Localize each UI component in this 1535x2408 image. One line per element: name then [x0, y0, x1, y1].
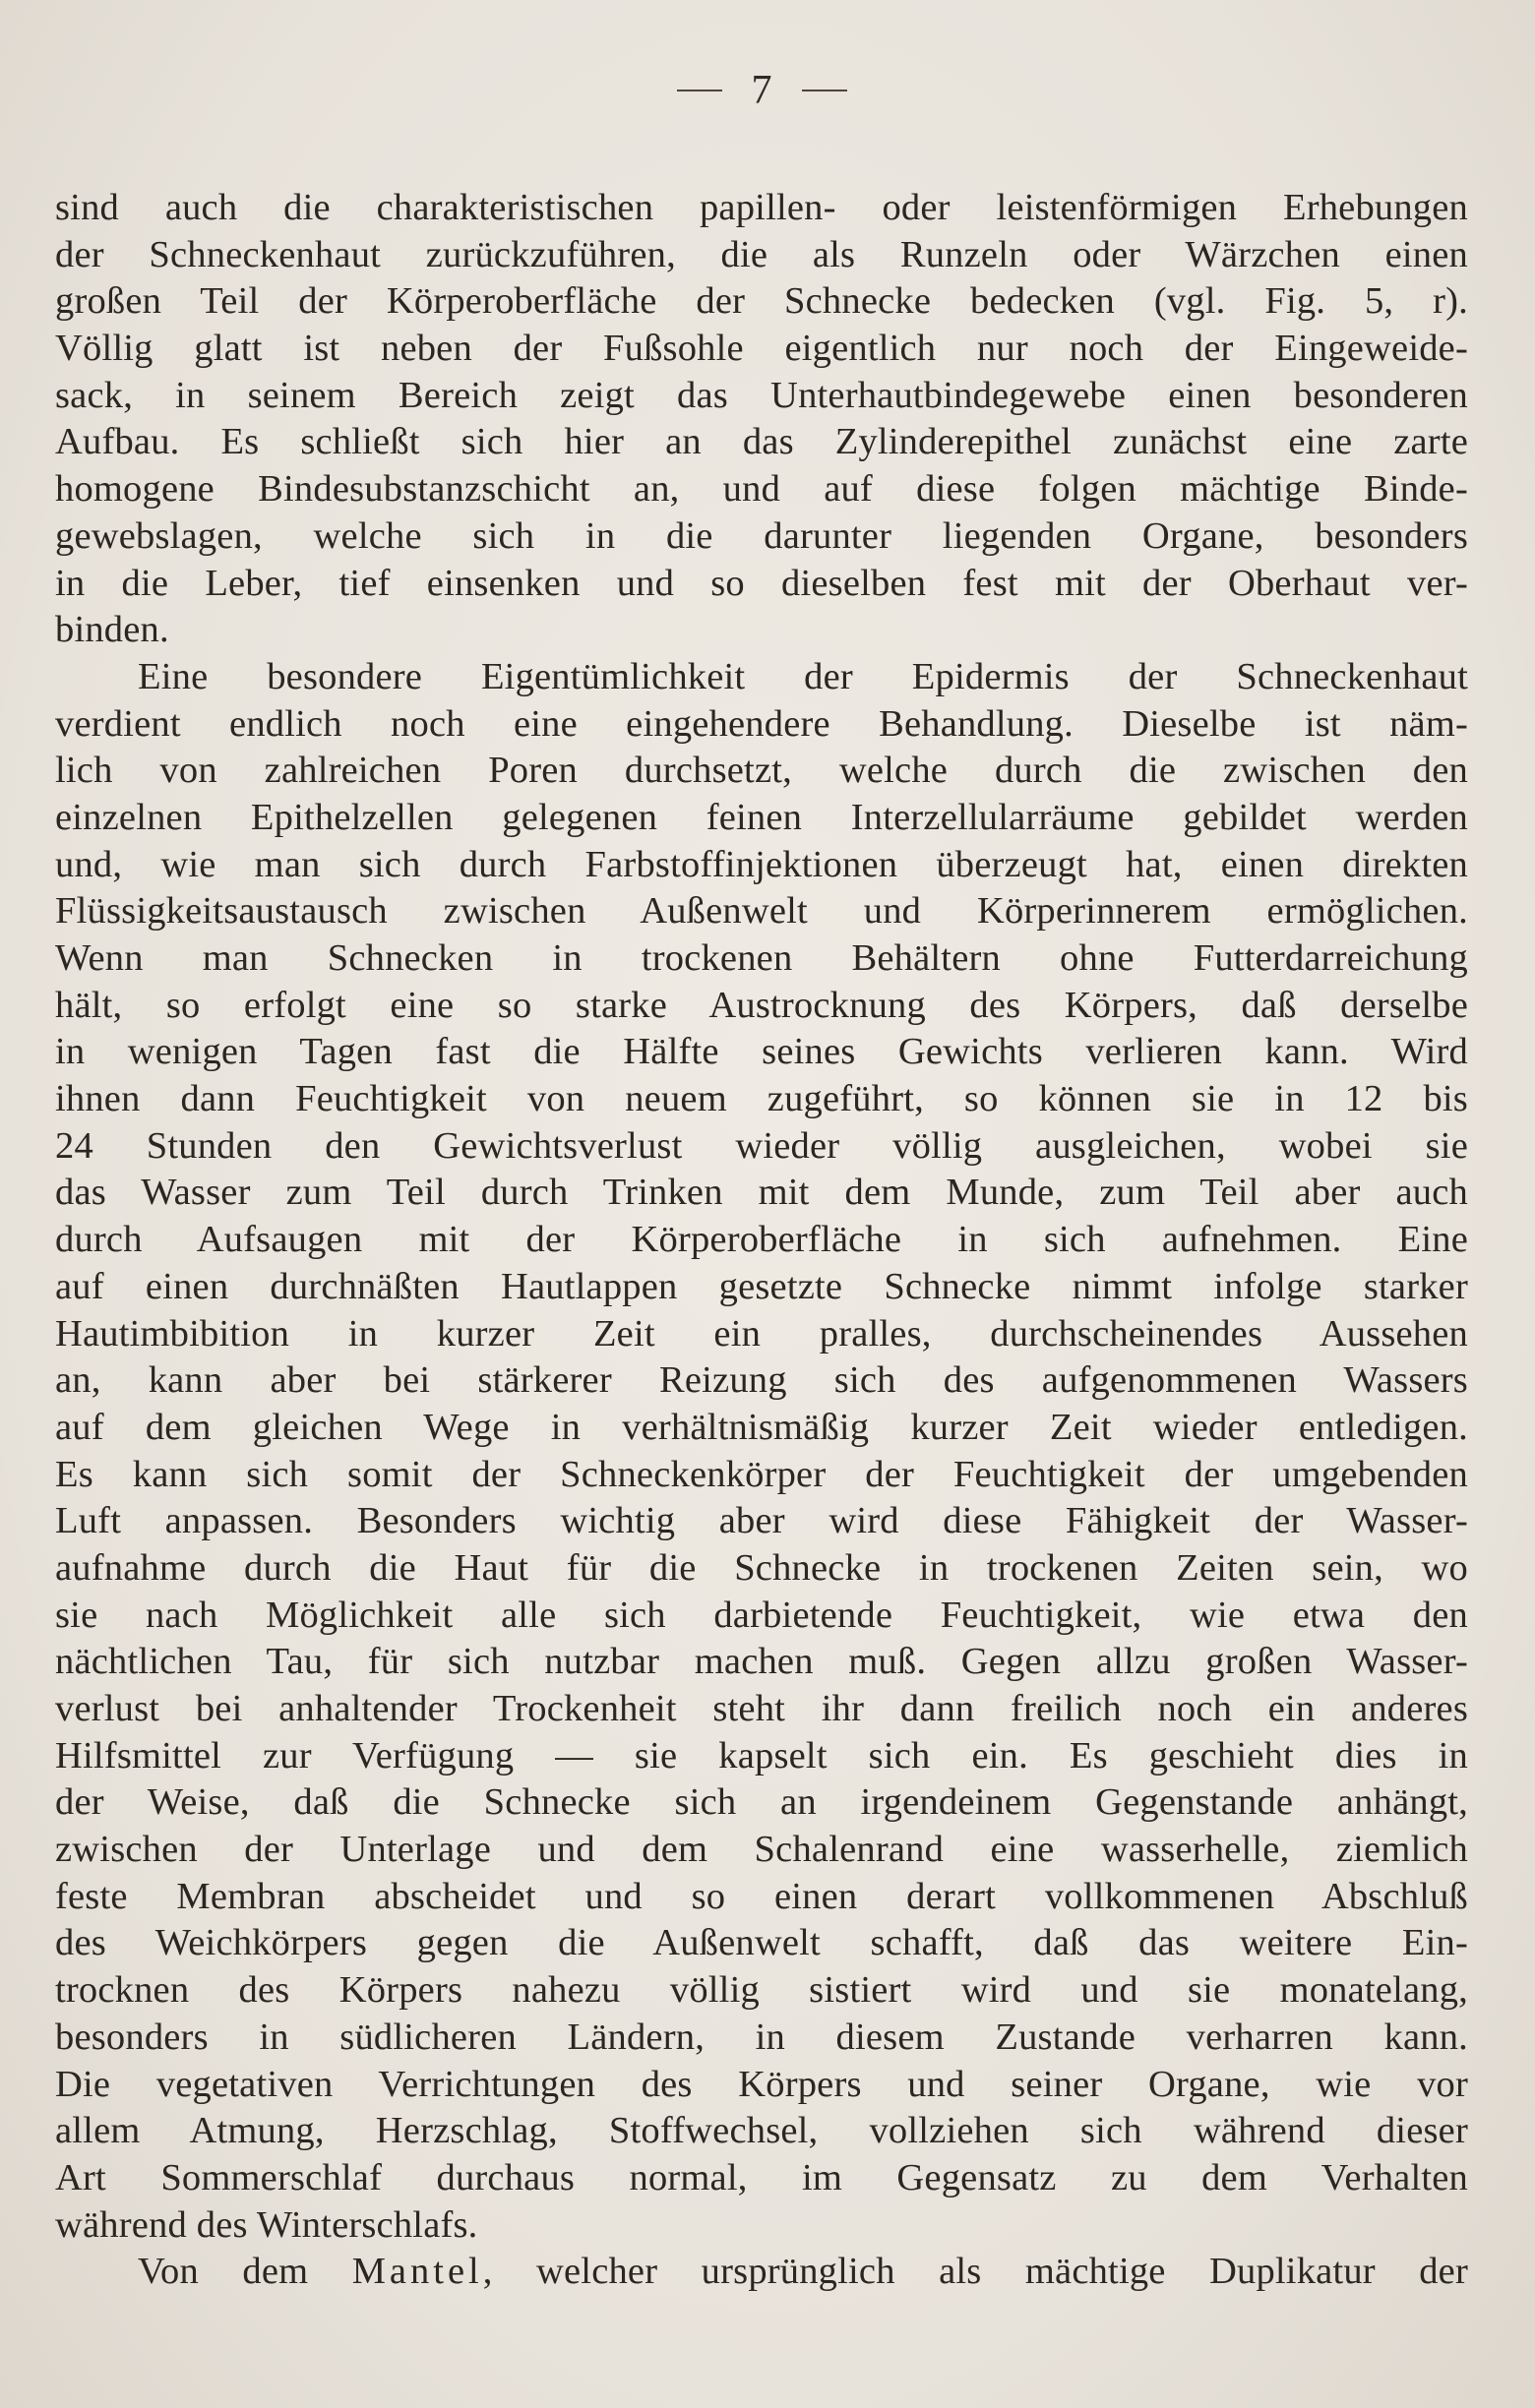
text-line: Eine besondere Eigentümlichkeit der Epidermis der Schneckenhaut	[138, 655, 1468, 697]
text-line: hält, so erfolgt eine so starke Austrocknung des Körpers, daß derselbe	[55, 984, 1468, 1026]
text-line: Es kann sich somit der Schneckenkörper der Feuchtigkeit der umgebenden	[55, 1453, 1468, 1495]
text-line: Hilfsmittel zur Verfügung — sie kapselt sich ein. Es geschieht dies in	[55, 1734, 1468, 1776]
text-line: in die Leber, tief einsenken und so dieselben fest mit der Oberhaut ver-	[55, 562, 1468, 604]
text-line: Luft anpassen. Besonders wichtig aber wird diese Fähigkeit der Wasser-	[55, 1500, 1468, 1542]
text-line: homogene Bindesubstanzschicht an, und auf diese folgen mächtige Binde-	[55, 468, 1468, 511]
text-line: Hautimbibition in kurzer Zeit ein pralles, durchscheinendes Aussehen	[55, 1312, 1468, 1354]
page-header	[55, 61, 1468, 120]
text-line: an, kann aber bei stärkerer Reizung sich des aufgenommenen Wassers	[55, 1359, 1468, 1402]
text-line: Art Sommerschlaf durchaus normal, im Gegensatz zu dem Verhalten	[55, 2156, 1468, 2198]
paragraphs	[55, 185, 1468, 2249]
text-line: binden.	[55, 609, 169, 651]
text-line: sie nach Möglichkeit alle sich darbietende Feuchtigkeit, wie etwa den	[55, 1594, 1468, 1636]
text-line: Die vegetativen Verrichtungen des Körpers und seiner Organe, wie vor	[55, 2063, 1468, 2105]
body-text	[55, 185, 1468, 2296]
text-line: verlust bei anhaltender Trockenheit steht ihr dann freilich noch ein anderes	[55, 1688, 1468, 1729]
text-line: Völlig glatt ist neben der Fußsohle eigentlich nur noch der Eingeweide-	[55, 328, 1468, 370]
text-line: Wenn man Schnecken in trockenen Behältern ohne Futterdarreichung	[55, 937, 1468, 979]
final-line-after: , welcher ursprünglich als mächtige Duplikatur der	[482, 2251, 1468, 2293]
text-line: während des Winterschlafs.	[55, 2203, 478, 2246]
text-line: Aufbau. Es schließt sich hier an das Zylinderepithel zunächst eine zarte	[55, 421, 1468, 463]
header-dash-right	[802, 90, 847, 91]
text-line: lich von zahlreichen Poren durchsetzt, welche durch die zwischen den	[55, 750, 1468, 792]
text-line: in wenigen Tagen fast die Hälfte seines Gewichts verlieren kann. Wird	[55, 1031, 1468, 1073]
final-line-emphasis: Mantel	[351, 2251, 483, 2293]
text-line: auf dem gleichen Wege in verhältnismäßig kurzer Zeit wieder entledigen.	[55, 1406, 1468, 1448]
text-line: besonders in südlicheren Ländern, in diesem Zustande verharren kann.	[55, 2016, 1468, 2058]
text-line: des Weichkörpers gegen die Außenwelt schafft, daß das weitere Ein-	[55, 1922, 1468, 1964]
text-line: der Schneckenhaut zurückzuführen, die als Runzeln oder Wärzchen einen	[55, 233, 1468, 275]
text-line: 24 Stunden den Gewichtsverlust wieder völlig ausgleichen, wobei sie	[55, 1124, 1468, 1167]
text-line: Flüssigkeitsaustausch zwischen Außenwelt und Körperinnerem ermöglichen.	[55, 890, 1468, 933]
text-line: einzelnen Epithelzellen gelegenen feinen Interzellularräume gebildet werden	[55, 796, 1468, 838]
text-line: trocknen des Körpers nahezu völlig sistiert wird und sie monatelang,	[55, 1969, 1468, 2012]
text-line: auf einen durchnäßten Hautlappen gesetzte Schnecke nimmt infolge starker	[55, 1265, 1468, 1307]
text-line: ihnen dann Feuchtigkeit von neuem zugeführt, so können sie in 12 bis	[55, 1078, 1468, 1120]
text-line: das Wasser zum Teil durch Trinken mit dem Munde, zum Teil aber auch	[55, 1172, 1468, 1214]
paragraph	[55, 654, 1468, 2249]
text-line: verdient endlich noch eine eingehendere Behandlung. Dieselbe ist näm-	[55, 702, 1468, 745]
text-line: der Weise, daß die Schnecke sich an irgendeinem Gegenstande anhängt,	[55, 1781, 1468, 1824]
text-line: nächtlichen Tau, für sich nutzbar machen muß. Gegen allzu großen Wasser-	[55, 1641, 1468, 1683]
text-line: durch Aufsaugen mit der Körperoberfläche in sich aufnehmen. Eine	[55, 1219, 1468, 1261]
text-line: allem Atmung, Herzschlag, Stoffwechsel, vollziehen sich während dieser	[55, 2110, 1468, 2152]
page-number: 7	[751, 68, 772, 113]
text-line: zwischen der Unterlage und dem Schalenrand eine wasserhelle, ziemlich	[55, 1829, 1468, 1871]
text-line: sind auch die charakteristischen papillen- oder leistenförmigen Erhebungen	[55, 187, 1468, 228]
text-line: aufnahme durch die Haut für die Schnecke in trockenen Zeiten sein, wo	[55, 1546, 1468, 1589]
text-line: und, wie man sich durch Farbstoffinjektionen überzeugt hat, einen direkten	[55, 843, 1468, 885]
paragraph	[55, 185, 1468, 654]
header-dash-left	[677, 90, 722, 91]
final-line-before: Von dem	[138, 2251, 352, 2293]
text-line: großen Teil der Körperoberfläche der Schnecke bedecken (vgl. Fig. 5, r).	[55, 280, 1468, 323]
text-line: sack, in seinem Bereich zeigt das Unterhautbindegewebe einen besonderen	[55, 374, 1468, 416]
text-line-final	[55, 2249, 1468, 2296]
text-line: feste Membran abscheidet und so einen derart vollkommenen Abschluß	[55, 1875, 1468, 1917]
text-line: gewebslagen, welche sich in die darunter liegenden Organe, besonders	[55, 514, 1468, 557]
